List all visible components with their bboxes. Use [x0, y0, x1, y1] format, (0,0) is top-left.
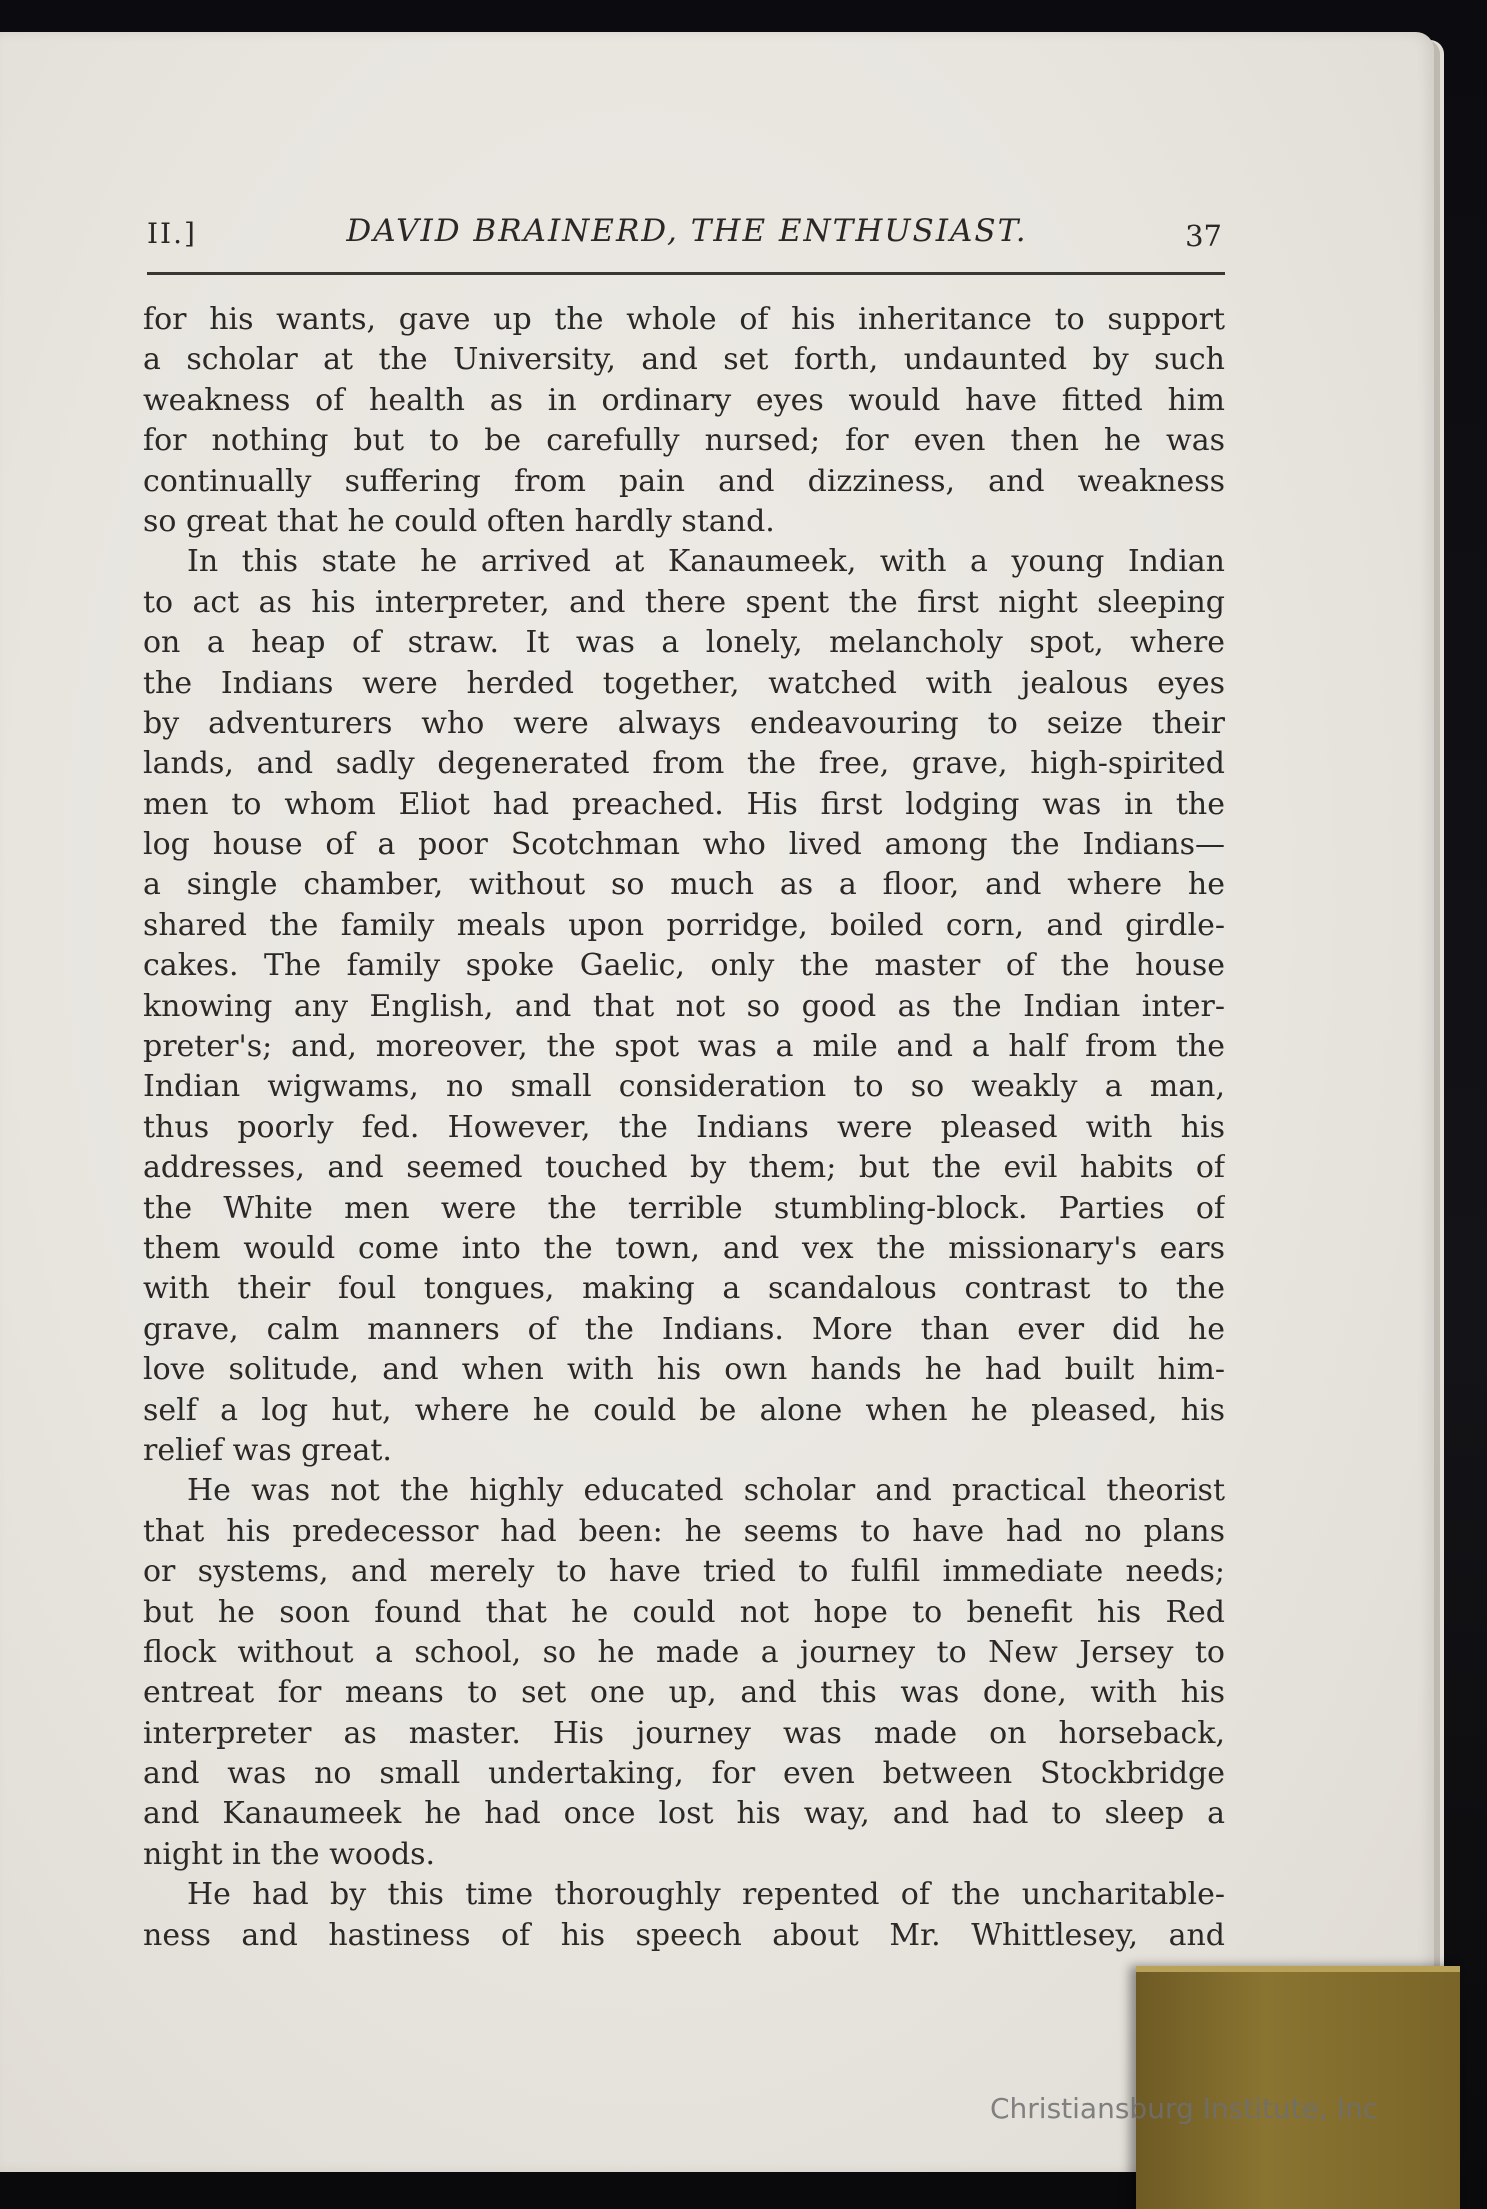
text-line: ness and hastiness of his speech about Mr. Whittlesey, and — [143, 1917, 1225, 1953]
text-line: by adventurers who were always endeavouring to seize their — [143, 705, 1225, 741]
text-line: on a heap of straw. It was a lonely, melancholy spot, where — [143, 625, 1225, 661]
text-line: log house of a poor Scotchman who lived among the Indians— — [143, 827, 1225, 863]
text-line: He was not the highly educated scholar and practical theorist — [187, 1473, 1225, 1509]
running-head — [147, 205, 1227, 265]
text-line: to act as his interpreter, and there spent the first night sleeping — [143, 584, 1225, 620]
text-line: for his wants, gave up the whole of his inheritance to support — [143, 302, 1225, 337]
brass-page-clip — [1136, 1966, 1460, 2209]
text-line: self a log hut, where he could be alone when he pleased, his — [143, 1392, 1225, 1428]
text-line: flock without a school, so he made a journey to New Jersey to — [143, 1634, 1225, 1670]
text-line: men to whom Eliot had preached. His first lodging was in the — [143, 786, 1225, 822]
text-line: thus poorly fed. However, the Indians were pleased with his — [143, 1109, 1225, 1145]
page-number: 37 — [1185, 219, 1222, 253]
watermark: Christiansburg Institute, Inc — [990, 2092, 1379, 2125]
text-line: for nothing but to be carefully nursed; for even then he was — [143, 423, 1225, 459]
running-title: DAVID BRAINERD, THE ENTHUSIAST. — [346, 213, 1028, 249]
text-line: night in the woods. — [143, 1836, 436, 1872]
body-text — [143, 300, 1225, 1956]
text-line: relief was great. — [143, 1432, 392, 1468]
text-line: grave, calm manners of the Indians. More than ever did he — [143, 1311, 1225, 1347]
text-line: that his predecessor had been: he seems to have had no plans — [143, 1513, 1225, 1549]
text-line: entreat for means to set one up, and this was done, with his — [143, 1675, 1225, 1711]
text-line: In this state he arrived at Kanaumeek, with a young Indian — [187, 544, 1225, 580]
text-line: He had by this time thoroughly repented of the uncharitable- — [187, 1877, 1225, 1913]
chapter-number: II.] — [147, 217, 197, 250]
text-line: addresses, and seemed touched by them; but the evil habits of — [143, 1150, 1225, 1186]
text-line: cakes. The family spoke Gaelic, only the master of the house — [143, 948, 1225, 984]
text-line: a scholar at the University, and set forth, undaunted by such — [143, 342, 1225, 378]
text-line: and Kanaumeek he had once lost his way, and had to sleep a — [143, 1796, 1225, 1832]
text-line: but he soon found that he could not hope to benefit his Red — [143, 1594, 1225, 1630]
text-line: with their foul tongues, making a scandalous contrast to the — [143, 1271, 1225, 1307]
text-line: shared the family meals upon porridge, boiled corn, and girdle- — [143, 907, 1225, 943]
text-line: the Indians were herded together, watched with jealous eyes — [143, 665, 1225, 701]
header-rule — [147, 272, 1225, 275]
text-line: them would come into the town, and vex the missionary's ears — [143, 1230, 1225, 1266]
text-line: Indian wigwams, no small consideration to so weakly a man, — [143, 1069, 1225, 1105]
text-line: so great that he could often hardly stand. — [143, 503, 775, 539]
text-line: a single chamber, without so much as a floor, and where he — [143, 867, 1225, 903]
text-line: love solitude, and when with his own hands he had built him- — [143, 1352, 1225, 1388]
text-line: preter's; and, moreover, the spot was a mile and a half from the — [143, 1029, 1225, 1065]
text-line: weakness of health as in ordinary eyes would have fitted him — [143, 382, 1225, 418]
text-line: and was no small undertaking, for even between Stockbridge — [143, 1756, 1225, 1792]
text-line: continually suffering from pain and dizziness, and weakness — [143, 463, 1225, 499]
text-line: the White men were the terrible stumbling-block. Parties of — [143, 1190, 1225, 1226]
text-line: interpreter as master. His journey was made on horseback, — [143, 1715, 1225, 1751]
text-line: knowing any English, and that not so good as the Indian inter- — [143, 988, 1225, 1024]
text-line: lands, and sadly degenerated from the free, grave, high-spirited — [143, 746, 1225, 782]
text-line: or systems, and merely to have tried to fulfil immediate needs; — [143, 1554, 1225, 1590]
